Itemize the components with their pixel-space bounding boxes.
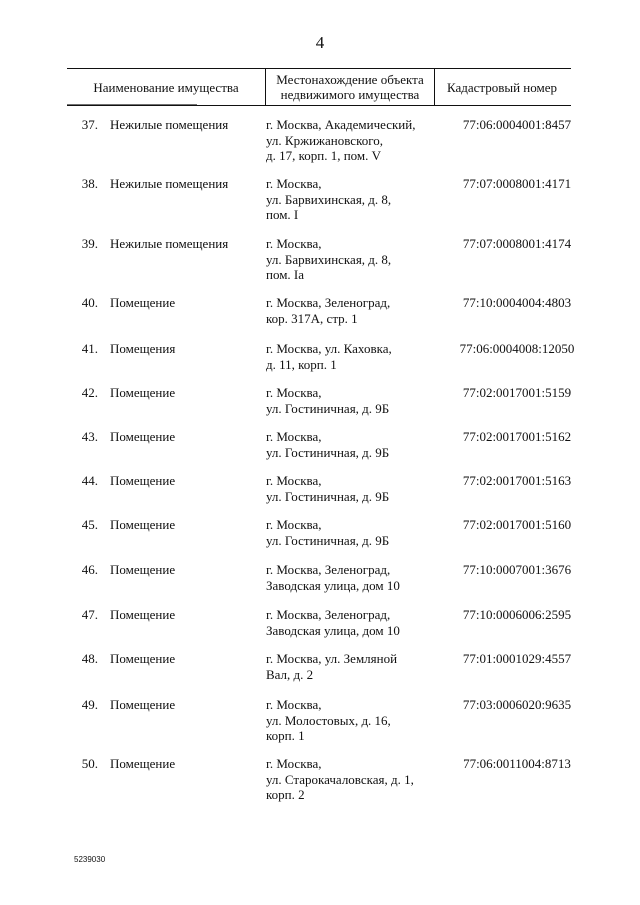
property-address	[266, 651, 436, 682]
row-number: 48.	[81, 651, 98, 666]
address-line: ул. Кржижановского,	[266, 132, 383, 148]
page-number: 4	[315, 33, 325, 52]
property-name: Нежилые помещения	[110, 176, 229, 191]
property-name: Помещения	[110, 341, 176, 356]
property-name: Нежилые помещения	[110, 236, 229, 251]
property-address	[266, 562, 436, 593]
row-number: 47.	[81, 607, 98, 622]
header-cadastral-column: Кадастровый номер	[446, 79, 558, 95]
property-name: Помещение	[110, 295, 176, 310]
property-address	[266, 697, 436, 744]
cadastral-number: 77:02:0017001:5163	[462, 473, 572, 488]
property-address	[266, 607, 436, 638]
row-number: 39.	[81, 236, 98, 251]
row-number: 40.	[81, 295, 98, 310]
property-name: Помещение	[110, 385, 176, 400]
address-line: Вал, д. 2	[266, 666, 314, 682]
row-number: 41.	[81, 341, 98, 356]
address-line: г. Москва, Зеленоград,	[266, 607, 391, 622]
cadastral-number: 77:06:0011004:8713	[463, 756, 571, 771]
row-number: 44.	[81, 473, 98, 488]
header-divider	[67, 104, 197, 105]
address-line: г. Москва,	[266, 176, 322, 191]
cadastral-number: 77:02:0017001:5159	[462, 385, 572, 400]
property-address	[266, 117, 436, 164]
property-name: Помещение	[110, 697, 176, 712]
cadastral-number: 77:02:0017001:5160	[462, 517, 572, 532]
table-header	[67, 68, 571, 106]
cadastral-number: 77:03:0006020:9635	[462, 697, 572, 712]
cadastral-number: 77:02:0017001:5162	[462, 429, 572, 444]
property-address	[266, 295, 436, 326]
address-line: г. Москва, Зеленоград,	[266, 295, 391, 310]
row-number: 43.	[81, 429, 98, 444]
address-line: ул. Старокачаловская, д. 1,	[266, 771, 414, 787]
address-line: д. 17, корп. 1, пом. V	[266, 148, 382, 163]
row-number: 37.	[81, 117, 98, 132]
property-name: Помещение	[110, 756, 176, 771]
header-location-column: Местонахождение объекта недвижимого имущества	[265, 69, 435, 105]
address-line: ул. Барвихинская, д. 8,	[266, 251, 392, 267]
cadastral-number: 77:10:0004004:4803	[462, 295, 572, 310]
header-name-column: Наименование имущества	[93, 79, 239, 95]
cadastral-number: 77:10:0006006:2595	[462, 607, 572, 622]
address-line: д. 11, корп. 1	[266, 356, 337, 372]
property-address	[266, 473, 436, 504]
cadastral-number: 77:01:0001029:4557	[462, 651, 572, 666]
row-number: 45.	[81, 517, 98, 532]
row-number: 49.	[81, 697, 98, 712]
row-number: 38.	[81, 176, 98, 191]
property-address	[266, 236, 436, 283]
row-number: 46.	[81, 562, 98, 577]
property-name: Помещение	[110, 651, 176, 666]
address-line: Заводская улица, дом 10	[266, 622, 400, 638]
address-line: г. Москва,	[266, 385, 322, 400]
property-name: Помещение	[110, 517, 176, 532]
cadastral-number: 77:07:0008001:4171	[462, 176, 572, 191]
row-number: 42.	[81, 385, 98, 400]
document-code: 5239030	[74, 855, 106, 864]
address-line: г. Москва,	[266, 756, 322, 771]
property-address	[266, 517, 436, 548]
property-name: Помещение	[110, 429, 176, 444]
address-line: ул. Гостиничная, д. 9Б	[266, 488, 390, 504]
address-line: пом. Iа	[266, 267, 305, 282]
property-address	[266, 341, 436, 372]
property-address	[266, 756, 436, 803]
row-number: 50.	[81, 756, 98, 771]
address-line: ул. Гостиничная, д. 9Б	[266, 444, 390, 460]
cadastral-number: 77:06:0004001:8457	[462, 117, 572, 132]
address-line: г. Москва, Зеленоград,	[266, 562, 391, 577]
cadastral-number: 77:10:0007001:3676	[462, 562, 572, 577]
address-line: ул. Гостиничная, д. 9Б	[266, 532, 390, 548]
address-line: г. Москва,	[266, 697, 322, 712]
address-line: ул. Молостовых, д. 16,	[266, 712, 391, 728]
property-address	[266, 429, 436, 460]
address-line: г. Москва, ул. Земляной	[266, 651, 398, 666]
address-line: ул. Гостиничная, д. 9Б	[266, 400, 390, 416]
cadastral-number: 77:07:0008001:4174	[462, 236, 572, 251]
address-line: г. Москва, Академический,	[266, 117, 416, 132]
address-line: кор. 317А, стр. 1	[266, 310, 358, 326]
address-line: г. Москва,	[266, 517, 322, 532]
address-line: Заводская улица, дом 10	[266, 577, 400, 593]
address-line: г. Москва,	[266, 236, 322, 251]
address-line: г. Москва,	[266, 473, 322, 488]
cadastral-number: 77:06:0004008:12050	[459, 341, 575, 356]
address-line: корп. 1	[266, 728, 305, 743]
address-line: г. Москва,	[266, 429, 322, 444]
property-name: Помещение	[110, 473, 176, 488]
address-line: ул. Барвихинская, д. 8,	[266, 191, 392, 207]
property-address	[266, 385, 436, 416]
property-name: Нежилые помещения	[110, 117, 229, 132]
property-name: Помещение	[110, 562, 176, 577]
address-line: корп. 2	[266, 787, 305, 802]
address-line: г. Москва, ул. Каховка,	[266, 341, 392, 356]
property-name: Помещение	[110, 607, 176, 622]
property-address	[266, 176, 436, 223]
address-line: пом. I	[266, 207, 299, 222]
